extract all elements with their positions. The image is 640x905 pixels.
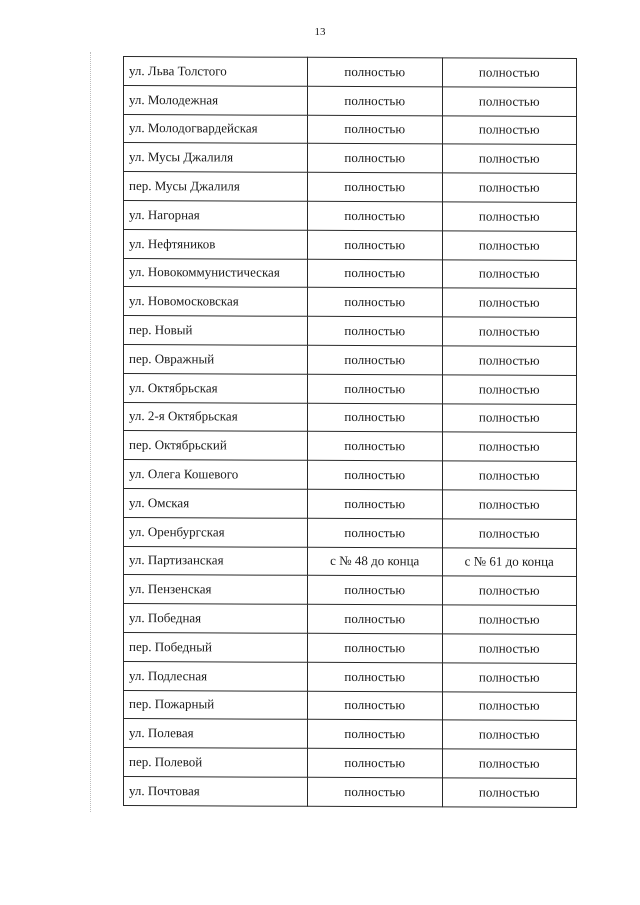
odd-side-cell: полностью (442, 231, 577, 260)
even-side-cell: полностью (308, 230, 443, 259)
even-side-cell: полностью (308, 172, 443, 201)
street-name-cell: ул. Полевая (124, 719, 308, 749)
odd-side-cell: полностью (442, 288, 577, 317)
even-side-cell: полностью (308, 518, 443, 547)
even-side-cell: полностью (308, 144, 443, 173)
page-number: 13 (314, 26, 326, 38)
even-side-cell: полностью (308, 604, 443, 633)
even-side-cell: полностью (308, 201, 443, 230)
table-row (124, 287, 577, 318)
street-name-cell: ул. Новомосковская (124, 287, 308, 317)
scan-margin-line (90, 52, 92, 812)
odd-side-cell: полностью (442, 605, 577, 634)
odd-side-cell: полностью (442, 173, 577, 202)
odd-side-cell: полностью (442, 432, 577, 461)
table-row (124, 258, 577, 289)
even-side-cell: с № 48 до конца (308, 547, 443, 576)
even-side-cell: полностью (308, 259, 443, 288)
odd-side-cell: полностью (442, 87, 577, 116)
street-name-cell: ул. Победная (124, 604, 308, 634)
table-row (124, 316, 577, 347)
table-row (124, 85, 577, 116)
street-name-cell: ул. Пензенская (124, 575, 308, 605)
even-side-cell: полностью (308, 748, 443, 777)
odd-side-cell: полностью (442, 749, 577, 778)
table-row (124, 575, 577, 606)
odd-side-cell: полностью (442, 115, 577, 144)
street-name-cell: ул. Почтовая (124, 776, 308, 806)
odd-side-cell: полностью (442, 634, 577, 663)
street-name-cell: ул. Нагорная (124, 200, 308, 230)
street-name-cell: пер. Октябрьский (124, 431, 308, 461)
table-row (124, 719, 577, 750)
even-side-cell: полностью (308, 115, 443, 144)
odd-side-cell: полностью (442, 691, 577, 720)
street-name-cell: ул. Молодежная (124, 85, 308, 115)
table-row (124, 344, 577, 375)
table-row (124, 546, 577, 577)
street-name-cell: ул. Олега Кошевого (124, 460, 308, 490)
odd-side-cell: полностью (442, 490, 577, 519)
even-side-cell: полностью (308, 777, 443, 806)
even-side-cell: полностью (308, 720, 443, 749)
table-row (124, 776, 577, 807)
odd-side-cell: с № 61 до конца (442, 547, 577, 576)
odd-side-cell: полностью (442, 375, 577, 404)
street-name-cell: ул. Оренбургская (124, 517, 308, 547)
street-name-cell: ул. Молодогвардейская (124, 114, 308, 144)
odd-side-cell: полностью (442, 403, 577, 432)
even-side-cell: полностью (308, 86, 443, 115)
street-name-cell: ул. Подлесная (124, 661, 308, 691)
even-side-cell: полностью (308, 691, 443, 720)
even-side-cell: полностью (308, 576, 443, 605)
table-row (124, 114, 577, 145)
odd-side-cell: полностью (442, 778, 577, 807)
street-name-cell: пер. Овражный (124, 344, 308, 374)
table-row (124, 172, 577, 203)
table-row (124, 431, 577, 462)
street-name-cell: ул. Омская (124, 488, 308, 518)
even-side-cell: полностью (308, 374, 443, 403)
even-side-cell: полностью (308, 460, 443, 489)
street-name-cell: пер. Новый (124, 316, 308, 346)
even-side-cell: полностью (308, 432, 443, 461)
street-name-cell: ул. Нефтяников (124, 229, 308, 259)
table-row (124, 661, 577, 692)
table-row (124, 632, 577, 663)
streets-table-body (124, 57, 577, 808)
even-side-cell: полностью (308, 633, 443, 662)
street-name-cell: ул. Льва Толстого (124, 57, 308, 87)
odd-side-cell: полностью (442, 720, 577, 749)
table-row (124, 200, 577, 231)
even-side-cell: полностью (308, 316, 443, 345)
table-row (124, 748, 577, 779)
table-row (124, 517, 577, 548)
even-side-cell: полностью (308, 288, 443, 317)
table-row (124, 143, 577, 174)
streets-table (123, 56, 577, 808)
table-row (124, 604, 577, 635)
street-name-cell: пер. Пожарный (124, 690, 308, 720)
street-name-cell: пер. Победный (124, 632, 308, 662)
street-name-cell: ул. Партизанская (124, 546, 308, 576)
street-name-cell: пер. Мусы Джалиля (124, 172, 308, 202)
street-name-cell: ул. Октябрьская (124, 373, 308, 403)
odd-side-cell: полностью (442, 317, 577, 346)
odd-side-cell: полностью (442, 58, 577, 87)
table-row (124, 402, 577, 433)
odd-side-cell: полностью (442, 461, 577, 490)
even-side-cell: полностью (308, 345, 443, 374)
odd-side-cell: полностью (442, 519, 577, 548)
odd-side-cell: полностью (442, 259, 577, 288)
odd-side-cell: полностью (442, 663, 577, 692)
street-name-cell: ул. 2-я Октябрьская (124, 402, 308, 432)
table-row (124, 488, 577, 519)
even-side-cell: полностью (308, 403, 443, 432)
table-row (124, 373, 577, 404)
table-row (124, 229, 577, 260)
odd-side-cell: полностью (442, 576, 577, 605)
even-side-cell: полностью (308, 489, 443, 518)
street-name-cell: ул. Новокоммунистическая (124, 258, 308, 288)
table-row (124, 57, 577, 88)
even-side-cell: полностью (308, 57, 443, 86)
odd-side-cell: полностью (442, 202, 577, 231)
street-name-cell: ул. Мусы Джалиля (124, 143, 308, 173)
even-side-cell: полностью (308, 662, 443, 691)
street-name-cell: пер. Полевой (124, 748, 308, 778)
odd-side-cell: полностью (442, 144, 577, 173)
table-row (124, 460, 577, 491)
table-row (124, 690, 577, 721)
odd-side-cell: полностью (442, 346, 577, 375)
